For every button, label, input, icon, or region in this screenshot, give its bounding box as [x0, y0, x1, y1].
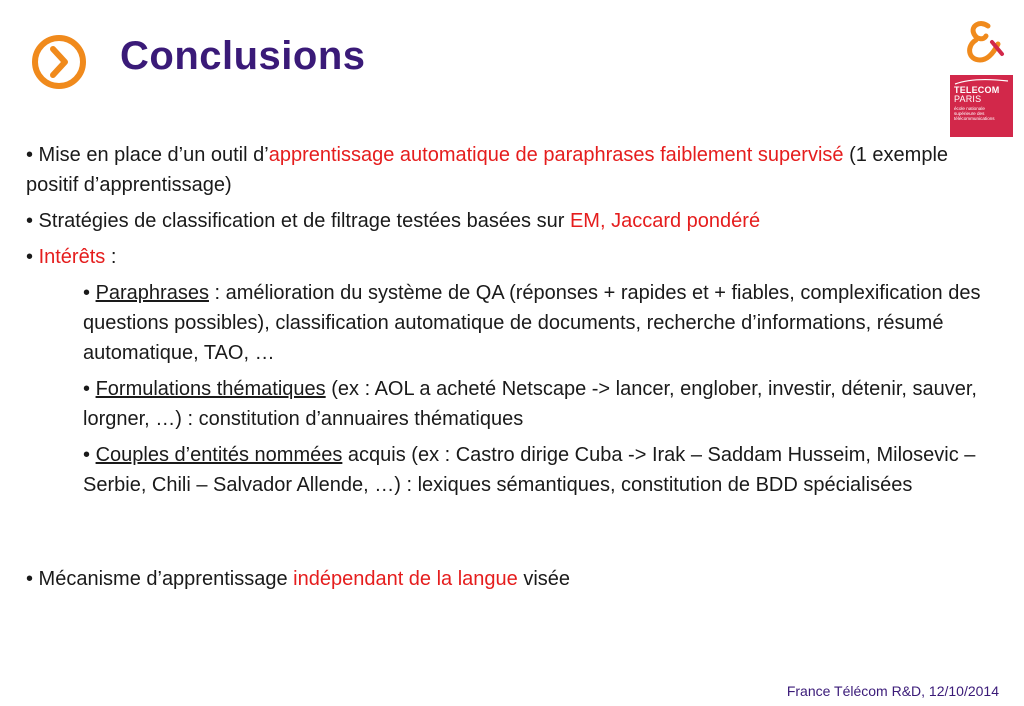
- spacer: [26, 506, 1001, 564]
- bullet-strategies: [26, 206, 1001, 236]
- bullet-text: :: [105, 246, 117, 268]
- sub-bullet-paraphrases: [26, 278, 1001, 368]
- bullet-text: •: [83, 378, 96, 400]
- bullet-text: •: [83, 282, 96, 304]
- bullet-interets: [26, 242, 1001, 272]
- sub-bullet-term: Formulations thématiques: [95, 378, 326, 400]
- bullet-highlight: Intérêts: [38, 246, 106, 268]
- bullet-text: • Mise en place d’un outil d’: [26, 144, 269, 166]
- bullet-highlight: apprentissage automatique de paraphrases faiblement supervisé: [268, 144, 844, 166]
- ampersand-logo-icon: [958, 18, 1006, 64]
- logo-line-paris: PARIS: [954, 94, 982, 104]
- logo-subtitle-3: télécommunications: [954, 116, 995, 121]
- slide-footer: France Télécom R&D, 12/10/2014: [786, 683, 999, 699]
- sub-bullet-formulations: [26, 374, 1001, 434]
- bullet-text: •: [26, 246, 39, 268]
- bullet-text: • Stratégies de classification et de filtrage testées basées sur: [26, 210, 570, 232]
- slide-title: Conclusions: [120, 34, 366, 78]
- logo-line-telecom: TELECOM: [954, 85, 1000, 95]
- sub-bullet-couples: [26, 440, 1001, 500]
- bullet-text: (1 exemple positif d’apprentissage): [26, 144, 949, 196]
- logo-subtitle-1: école nationale: [954, 106, 985, 111]
- bullet-text: •: [83, 444, 96, 466]
- sub-bullet-term: Couples d’entités nommées: [95, 444, 343, 466]
- bullet-text: : amélioration du système de QA (réponses + rapides et + fiables, complexification des questions possibles), classification automatique de documents, recherche d’informations, résumé automatique, TAO, …: [83, 282, 981, 364]
- bullet-text: acquis (ex : Castro dirige Cuba -> Irak – Saddam Husseim, Milosevic – Serbie, Chili – Salvador Allende, …) : lexiques sémantiques, constitution de BDD spécialisées: [83, 444, 976, 496]
- chevron-right-icon: [30, 33, 88, 91]
- bullet-text: • Mécanisme d’apprentissage: [26, 568, 294, 590]
- bullet-mecanisme: [26, 564, 1001, 594]
- bullet-highlight: indépendant de la langue: [293, 568, 518, 590]
- bullet-highlight: EM, Jaccard pondéré: [569, 210, 761, 232]
- bullet-text: visée: [517, 568, 571, 590]
- bullet-outil: [26, 140, 1001, 200]
- slide-content: [26, 140, 1001, 600]
- sub-bullet-term: Paraphrases: [95, 282, 209, 304]
- bullet-text: (ex : AOL a acheté Netscape -> lancer, englober, investir, détenir, sauver, lorgner, …) : constitution d’annuaires thématiques: [83, 378, 977, 430]
- logo-subtitle-2: supérieure des: [954, 111, 985, 116]
- telecom-paris-logo: [950, 75, 1013, 137]
